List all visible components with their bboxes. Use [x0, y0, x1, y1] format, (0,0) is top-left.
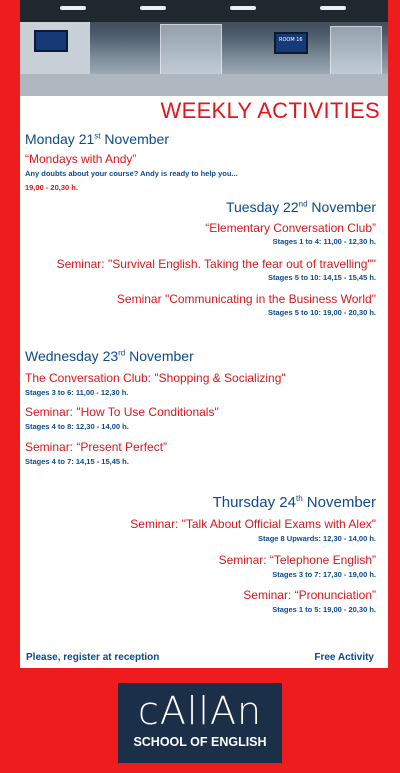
photo-glass	[160, 24, 222, 76]
thursday-activity-title: Seminar: "Talk About Official Exams with Alex"	[130, 517, 376, 531]
wednesday-day: Wednesday 23	[25, 348, 119, 364]
logo-subtitle: SCHOOL OF ENGLISH	[133, 735, 267, 749]
photo-light	[60, 6, 86, 10]
monday-heading	[25, 131, 169, 147]
thursday-heading	[213, 494, 376, 511]
wednesday-sup: rd	[118, 348, 126, 358]
photo-light	[230, 6, 256, 10]
wednesday-activity-title: The Conversation Club: "Shopping & Socializing"	[25, 371, 286, 385]
photo-floor	[20, 74, 388, 96]
photo-screen-room	[274, 32, 308, 54]
thursday-sup: th	[295, 494, 303, 503]
thursday-activity-meta: Stage 8 Upwards: 12,30 - 14,00 h.	[258, 534, 376, 543]
tuesday-heading	[226, 199, 376, 215]
wednesday-activity-meta: Stages 4 to 7: 14,15 - 15,45 h.	[25, 457, 129, 466]
monday-time: 19,00 - 20,30 h.	[25, 183, 78, 192]
thursday-activity-title: Seminar: “Pronunciation”	[243, 588, 376, 602]
monday-day: Monday 21	[25, 131, 95, 147]
wednesday-activity-meta: Stages 3 to 6: 11,00 - 12,30 h.	[25, 388, 129, 397]
register-note: Please, register at reception	[26, 652, 160, 663]
callan-logo	[118, 683, 282, 763]
activities-panel	[20, 96, 388, 668]
monday-desc: Any doubts about your course? Andy is ready to help you...	[25, 169, 238, 178]
wednesday-activity-meta: Stages 4 to 8: 12,30 - 14,00 h.	[25, 422, 129, 431]
photo-light	[320, 6, 346, 10]
thursday-activity-meta: Stages 3 to 7: 17,30 - 19,00 h.	[272, 570, 376, 579]
wednesday-activity-title: Seminar: "How To Use Conditionals"	[25, 405, 219, 419]
tuesday-day: Tuesday 22	[225, 199, 299, 215]
monday-sup: st	[94, 131, 101, 141]
header-photo	[20, 0, 388, 96]
tuesday-activity-title: “Elementary Conversation Club”	[205, 221, 376, 235]
tuesday-activity-meta: Stages 1 to 4: 11,00 - 12,30 h.	[272, 237, 376, 246]
photo-light	[140, 6, 166, 10]
thursday-activity-meta: Stages 1 to 5: 19,00 - 20,30 h.	[272, 605, 376, 614]
tuesday-activity-title: Seminar: "Survival English. Taking the fear out of travelling""	[56, 257, 376, 271]
monday-month: November	[100, 131, 169, 147]
tuesday-activity-meta: Stages 5 to 10: 14,15 - 15,45 h.	[268, 273, 376, 282]
tuesday-sup: nd	[298, 199, 308, 209]
wednesday-activity-title: Seminar: “Present Perfect”	[25, 440, 168, 454]
logo-wordmark: cAllAn	[137, 689, 263, 733]
room-label: ROOM 16	[279, 37, 303, 43]
free-activity-note: Free Activity	[314, 652, 374, 663]
thursday-activity-title: Seminar: “Telephone English”	[218, 553, 376, 567]
photo-glass	[330, 26, 382, 76]
monday-activity: “Mondays with Andy”	[25, 152, 137, 166]
thursday-month: November	[302, 494, 376, 511]
page-title: WEEKLY ACTIVITIES	[160, 98, 380, 123]
wednesday-heading	[25, 348, 194, 364]
photo-screen	[34, 30, 68, 52]
thursday-day: Thursday 24	[212, 494, 296, 511]
tuesday-month: November	[307, 199, 376, 215]
tuesday-activity-title: Seminar "Communicating in the Business World"	[116, 292, 376, 306]
tuesday-activity-meta: Stages 5 to 10: 19,00 - 20,30 h.	[268, 308, 376, 317]
wednesday-month: November	[125, 348, 194, 364]
photo-ceiling	[20, 0, 388, 22]
